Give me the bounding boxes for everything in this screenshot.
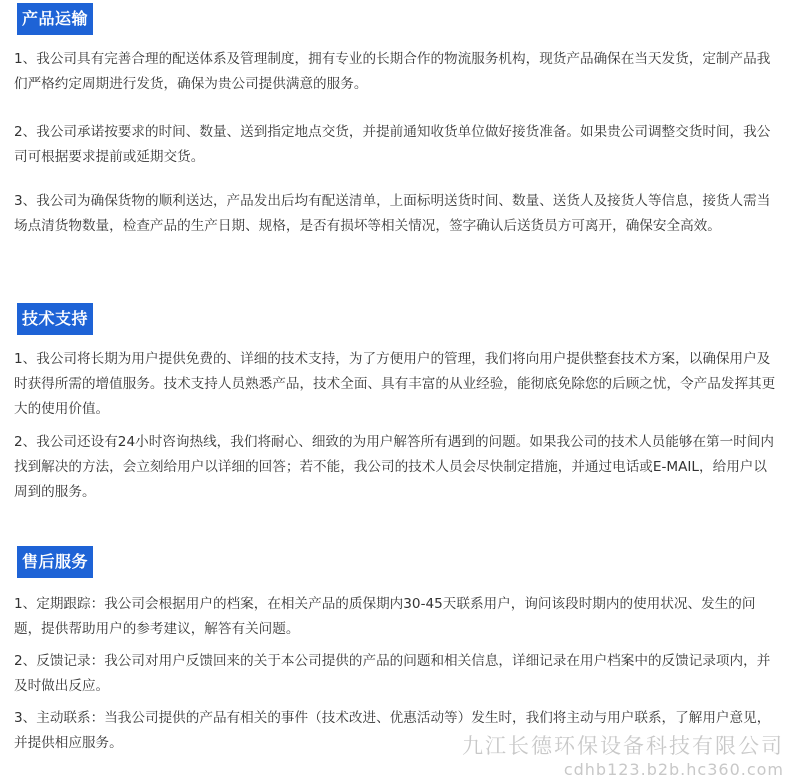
after-sales-paragraph-2: 2、反馈记录：我公司对用户反馈回来的关于本公司提供的产品的问题和相关信息，详细记录在用户档案中的反馈记录项内，并及时做出反应。 [14, 653, 771, 694]
watermark-url: cdhb123.b2b.hc360.com [563, 760, 784, 779]
after-sales-paragraph-3: 3、主动联系：当我公司提供的产品有相关的事件（技术改进、优惠活动等）发生时，我们将主动与用户联系，了解用户意见，并提供相应服务。 [14, 710, 771, 751]
tech-support-paragraph-2: 2、我公司还设有24小时咨询热线，我们将耐心、细致的为用户解答所有遇到的问题。如果我公司的技术人员能够在第一时间内找到解决的方法，会立刻给用户以详细的回答；若不能，我公司的技术人员会尽快制定措施，并通过电话或E-MAIL，给用户以周到的服务。 [14, 434, 775, 500]
shipping-paragraph-1: 1、我公司具有完善合理的配送体系及管理制度，拥有专业的长期合作的物流服务机构，现货产品确保在当天发货，定制产品我们严格约定周期进行发货，确保为贵公司提供满意的服务。 [14, 51, 771, 92]
section-title-tech-support: 技术支持 [17, 303, 93, 335]
tech-support-paragraph-1: 1、我公司将长期为用户提供免费的、详细的技术支持，为了方便用户的管理，我们将向用户提供整套技术方案，以确保用户及时获得所需的增值服务。技术支持人员熟悉产品，技术全面、具有丰富的从业经验，能彻底免除您的后顾之忧，令产品发挥其更大的使用价值。 [14, 351, 776, 417]
section-title-product-shipping: 产品运输 [17, 3, 93, 35]
watermark-company-name: 九江长德环保设备科技有限公司 [462, 734, 784, 758]
shipping-paragraph-2: 2、我公司承诺按要求的时间、数量、送到指定地点交货，并提前通知收货单位做好接货准备。如果贵公司调整交货时间，我公司可根据要求提前或延期交货。 [14, 124, 771, 165]
after-sales-paragraph-1: 1、定期跟踪：我公司会根据用户的档案，在相关产品的质保期内30-45天联系用户，询问该段时期内的使用状况、发生的问题，提供帮助用户的参考建议，解答有关问题。 [14, 596, 756, 637]
section-title-after-sales: 售后服务 [17, 546, 93, 578]
shipping-paragraph-3: 3、我公司为确保货物的顺利送达，产品发出后均有配送清单，上面标明送货时间、数量、送货人及接货人等信息，接货人需当场点清货物数量，检查产品的生产日期、规格，是否有损坏等相关情况，签字确认后送货员方可离开，确保安全高效。 [14, 193, 771, 234]
